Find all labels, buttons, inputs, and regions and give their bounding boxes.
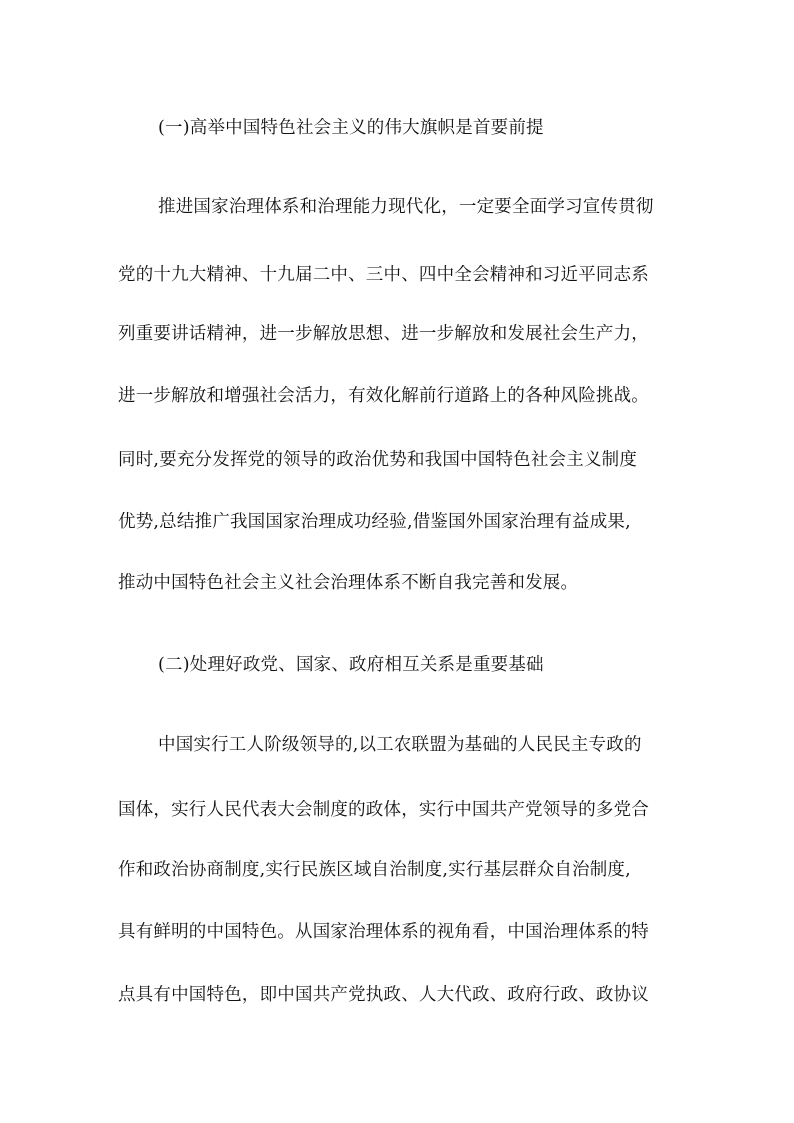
paragraph-2-line-2: 国体，实行人民代表大会制度的政体，实行中国共产党领导的多党合 (118, 800, 649, 820)
paragraph-1-line-5: 同时,要充分发挥党的领导的政治优势和我国中国特色社会主义制度 (118, 450, 638, 470)
section-heading-2: (二)处理好政党、国家、政府相互关系是重要基础 (158, 655, 544, 675)
section-heading-1: (一)高举中国特色社会主义的伟大旗帜是首要前提 (158, 118, 544, 138)
paragraph-2-line-4: 具有鲜明的中国特色。从国家治理体系的视角看，中国治理体系的特 (118, 922, 649, 942)
paragraph-1-line-6: 优势,总结推广我国国家治理成功经验,借鉴国外国家治理有益成果, (118, 512, 631, 532)
paragraph-2-line-1: 中国实行工人阶级领导的,以工农联盟为基础的人民民主专政的 (158, 735, 642, 755)
paragraph-1-line-4: 进一步解放和增强社会活力，有效化解前行道路上的各种风险挑战。 (118, 386, 649, 406)
paragraph-2-line-3: 作和政治协商制度,实行民族区域自治制度,实行基层群众自治制度, (118, 860, 631, 880)
paragraph-1-line-3: 列重要讲话精神，进一步解放思想、进一步解放和发展社会生产力， (118, 324, 649, 344)
paragraph-1-line-1: 推进国家治理体系和治理能力现代化，一定要全面学习宣传贯彻 (158, 197, 654, 217)
paragraph-1-line-7: 推动中国特色社会主义社会治理体系不断自我完善和发展。 (118, 573, 579, 593)
paragraph-2-line-5: 点具有中国特色，即中国共产党执政、人大代政、政府行政、政协议 (118, 985, 649, 1005)
paragraph-1-line-2: 党的十九大精神、十九届二中、三中、四中全会精神和习近平同志系 (118, 265, 649, 285)
